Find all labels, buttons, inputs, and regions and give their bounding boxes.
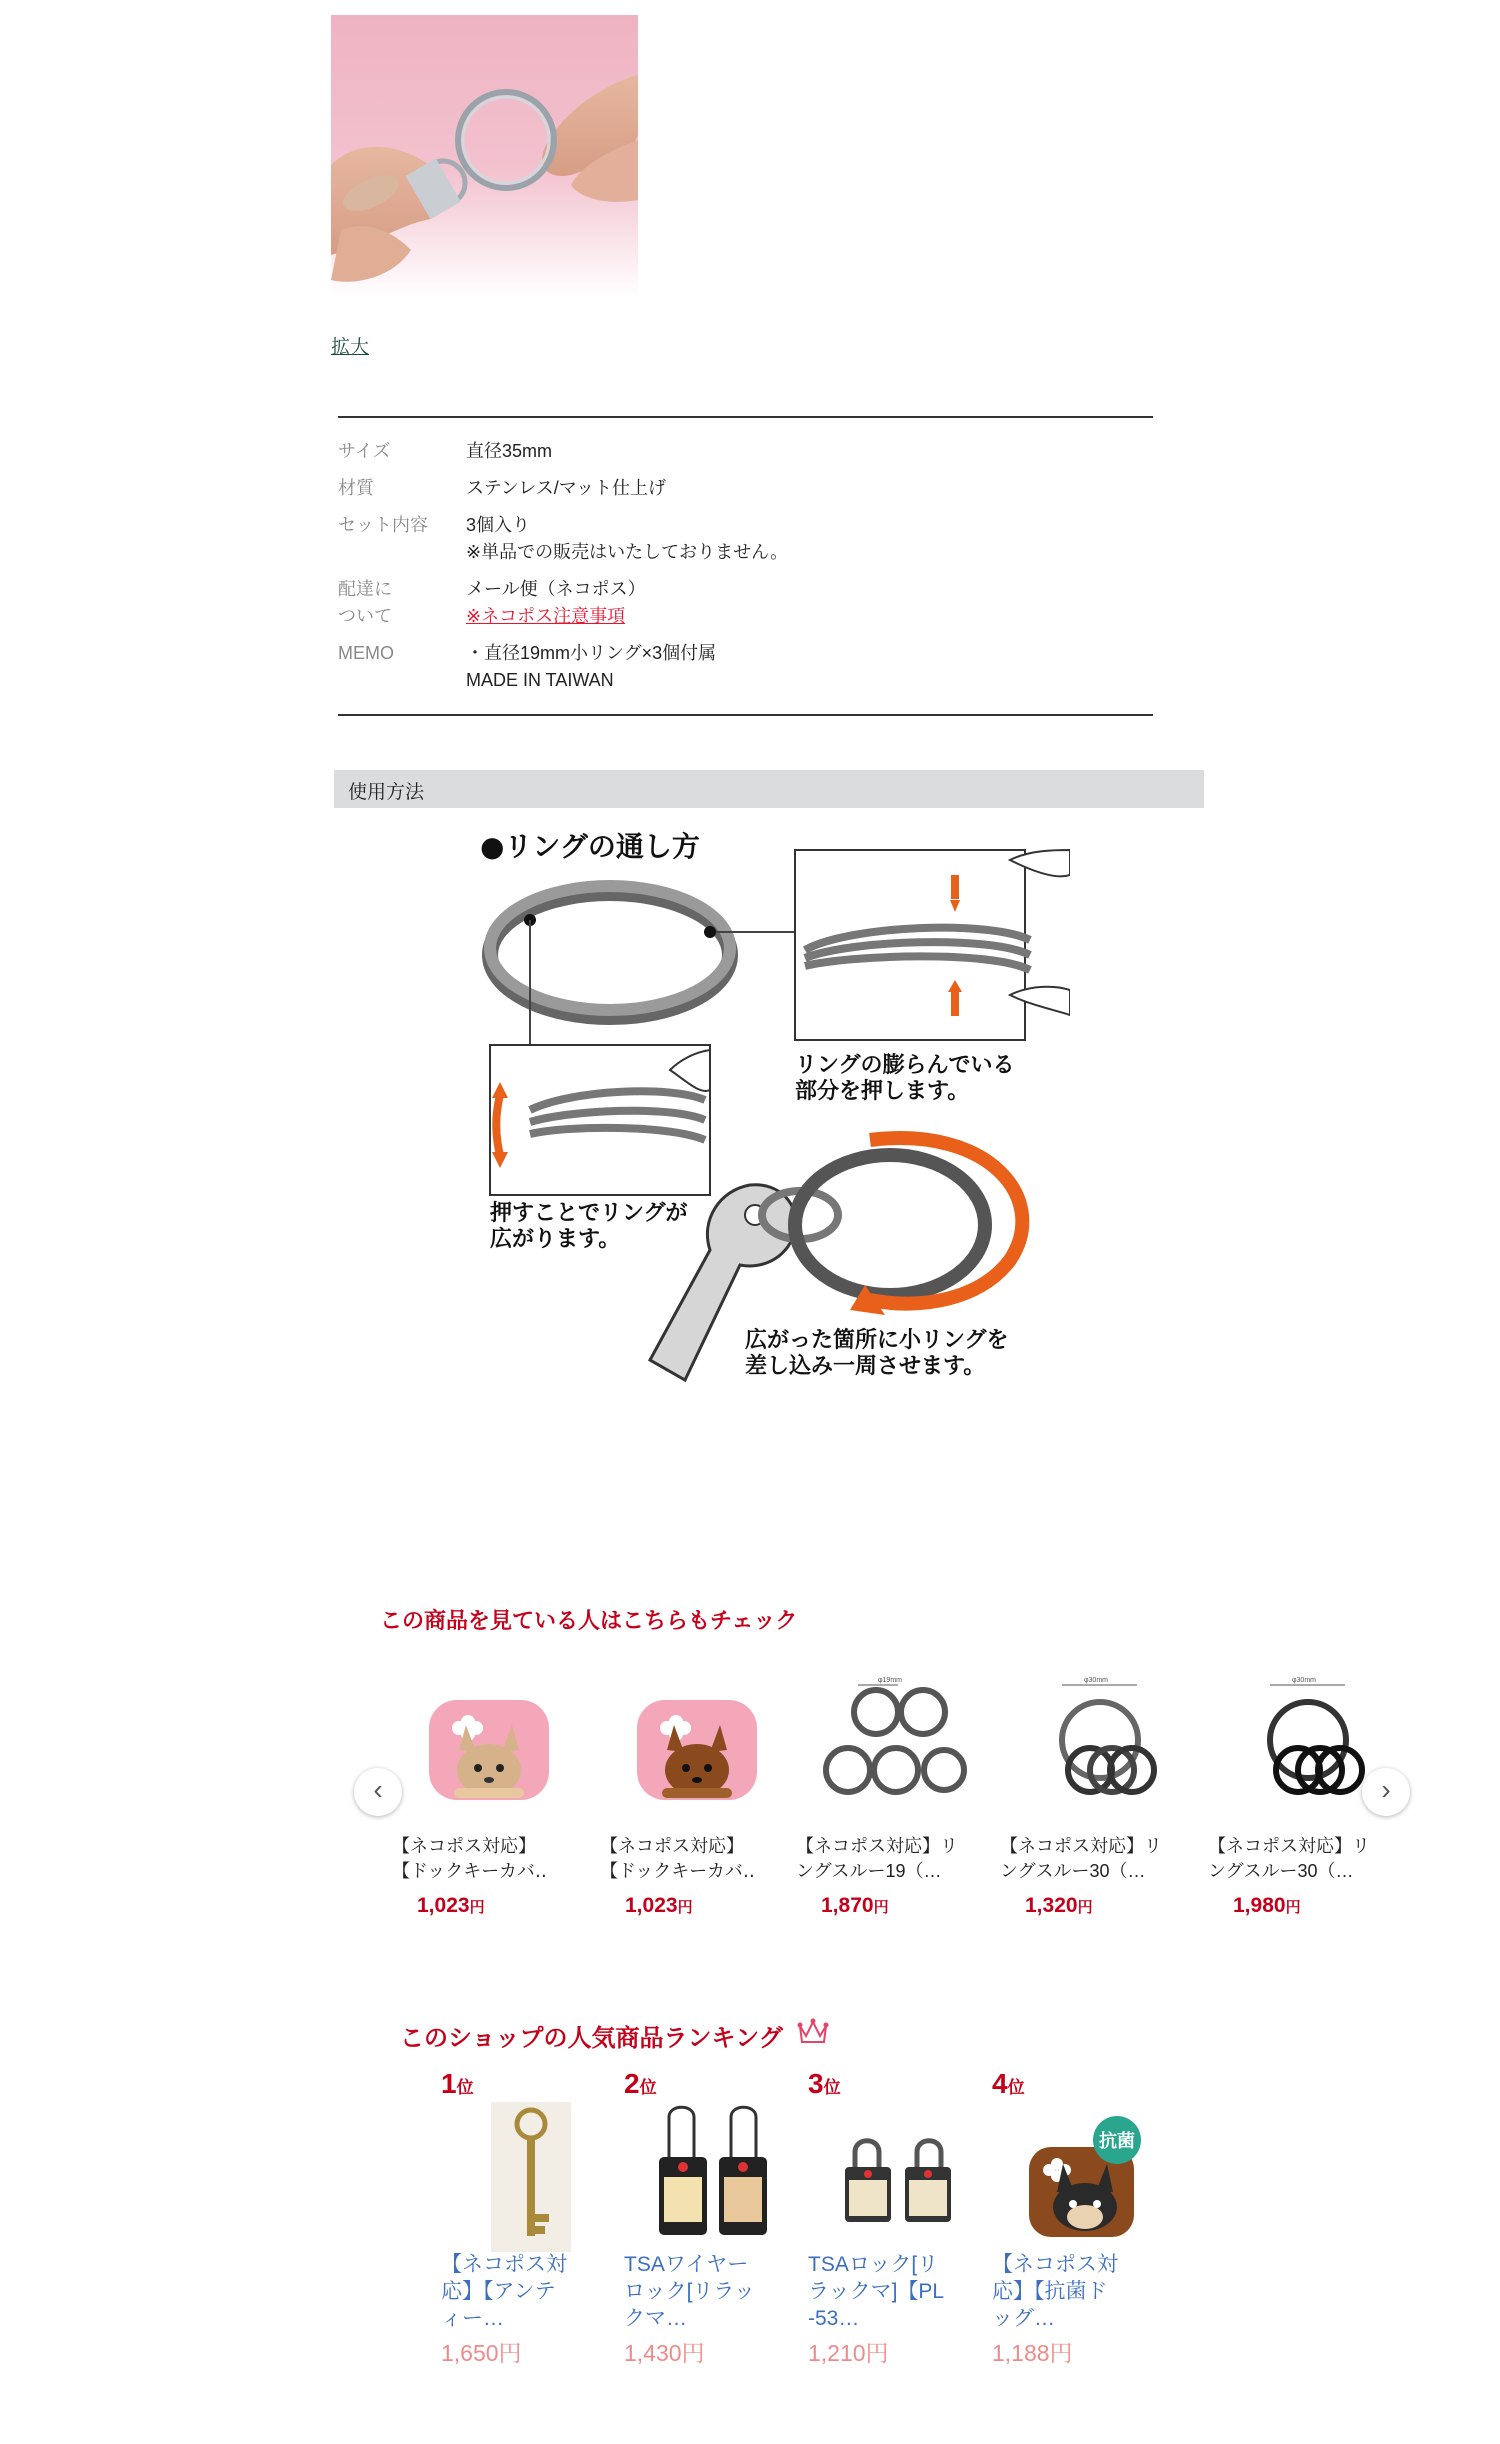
antibacterial-dog-key-cover-thumbnail bbox=[1017, 2102, 1147, 2252]
tsa-lock-thumbnail bbox=[833, 2102, 963, 2252]
antibacterial-badge: 抗菌 bbox=[1099, 2131, 1135, 2151]
ring-usage-diagram bbox=[470, 820, 1070, 1410]
diagram-step-open: 押すことでリングが bbox=[490, 1201, 688, 1226]
spec-value: 直径35mm bbox=[466, 441, 553, 461]
spec-value: ・直径19mm小リング×3個付属 bbox=[466, 643, 717, 663]
nekopos-notice-link[interactable]: ※ネコポス注意事項 bbox=[466, 606, 626, 626]
crown-icon bbox=[797, 2018, 829, 2046]
ranking-item[interactable] bbox=[624, 2068, 794, 2368]
spec-key: サイズ bbox=[338, 441, 391, 461]
recommend-item-name: 【ネコポス対応】 【ドックキーカバ‥ bbox=[600, 1836, 755, 1881]
recommend-title: この商品を見ている人はこちらもチェック bbox=[380, 1608, 798, 1633]
ranking-item-name: 【ネコポス対 応】【抗菌ド ッグ… bbox=[992, 2253, 1118, 2330]
spec-note: MADE IN TAIWAN bbox=[466, 670, 614, 690]
recommend-item-price: 1,980円 bbox=[1233, 1894, 1301, 1917]
recommend-item-price: 1,320円 bbox=[1025, 1894, 1093, 1917]
recommend-item-name: 【ネコポス対応】 【ドックキーカバ‥ bbox=[392, 1836, 547, 1881]
spec-value: ステンレス/マット仕上げ bbox=[466, 478, 667, 498]
recommend-item[interactable] bbox=[600, 1670, 800, 1920]
diagram-step-press: 部分を押します。 bbox=[795, 1079, 970, 1104]
chevron-left-icon: ‹ bbox=[373, 1774, 383, 1805]
rank-number: 1位 bbox=[441, 2068, 474, 2099]
diagram-title: ●リングの通し方 bbox=[480, 830, 700, 863]
product-image[interactable] bbox=[331, 15, 638, 297]
split-ring-thumbnail bbox=[1230, 1670, 1380, 1820]
recommend-item[interactable] bbox=[1208, 1670, 1408, 1920]
ranking-item-price: 1,430円 bbox=[624, 2340, 705, 2366]
ranking-item[interactable] bbox=[992, 2068, 1162, 2368]
spec-key: ついて bbox=[338, 606, 392, 626]
spec-table bbox=[338, 416, 1153, 716]
ranking-item-name: 【ネコポス対 応】【アンテ ィー… bbox=[441, 2253, 567, 2330]
recommend-item[interactable] bbox=[796, 1670, 996, 1920]
split-ring-thumbnail bbox=[818, 1670, 968, 1820]
spec-key: 配達に bbox=[338, 579, 392, 599]
ranking-item-price: 1,188円 bbox=[992, 2340, 1073, 2366]
recommend-item-name: 【ネコポス対応】リ ングスルー30（… bbox=[1000, 1836, 1162, 1881]
ranking-item-name: TSAワイヤー ロック[リラッ クマ… bbox=[624, 2253, 755, 2330]
rank-number: 2位 bbox=[624, 2068, 657, 2099]
antique-key-thumbnail bbox=[466, 2102, 596, 2252]
spec-key: セット内容 bbox=[338, 515, 428, 535]
svg-text:φ30mm: φ30mm bbox=[1084, 1677, 1108, 1684]
recommend-item-name: 【ネコポス対応】リ ングスルー30（… bbox=[1208, 1836, 1370, 1881]
usage-header-label: 使用方法 bbox=[348, 782, 425, 803]
diagram-step-open: 広がります。 bbox=[490, 1227, 621, 1252]
ranking-item-price: 1,210円 bbox=[808, 2340, 889, 2366]
usage-section-header bbox=[334, 770, 1204, 808]
recommend-item-price: 1,023円 bbox=[417, 1894, 485, 1917]
spec-value: メール便（ネコポス） bbox=[466, 579, 646, 599]
diagram-step-insert: 差し込み一周させます。 bbox=[745, 1354, 986, 1379]
ranking-item[interactable] bbox=[441, 2068, 611, 2368]
rank-number: 3位 bbox=[808, 2068, 841, 2099]
rank-number: 4位 bbox=[992, 2068, 1025, 2099]
svg-text:φ19mm: φ19mm bbox=[878, 1677, 902, 1684]
svg-text:φ30mm: φ30mm bbox=[1292, 1677, 1316, 1684]
chevron-right-icon: › bbox=[1381, 1774, 1391, 1805]
spec-key: MEMO bbox=[338, 643, 394, 663]
recommend-item[interactable] bbox=[392, 1670, 592, 1920]
zoom-link[interactable]: 拡大 bbox=[331, 337, 370, 358]
ranking-item[interactable] bbox=[808, 2068, 978, 2368]
spec-note: ※単品での販売はいたしておりません。 bbox=[466, 542, 789, 562]
tsa-wire-lock-thumbnail bbox=[649, 2102, 779, 2252]
ranking-item-name: TSAロック[リ ラックマ]【PL -53… bbox=[808, 2253, 945, 2330]
ranking-title: このショップの人気商品ランキング bbox=[400, 2025, 783, 2052]
recommend-item[interactable] bbox=[1000, 1670, 1200, 1920]
ranking-item-price: 1,650円 bbox=[441, 2340, 522, 2366]
split-ring-thumbnail bbox=[1022, 1670, 1172, 1820]
dog-key-cover-thumbnail bbox=[622, 1670, 772, 1820]
recommend-item-name: 【ネコポス対応】リ ングスルー19（… bbox=[796, 1836, 958, 1881]
recommend-item-price: 1,870円 bbox=[821, 1894, 889, 1917]
recommend-item-price: 1,023円 bbox=[625, 1894, 693, 1917]
spec-key: 材質 bbox=[338, 478, 374, 498]
diagram-step-insert: 広がった箇所に小リングを bbox=[745, 1328, 1009, 1353]
diagram-step-press: リングの膨らんでいる bbox=[795, 1053, 1015, 1078]
spec-value: 3個入り bbox=[466, 515, 531, 535]
dog-key-cover-thumbnail bbox=[414, 1670, 564, 1820]
